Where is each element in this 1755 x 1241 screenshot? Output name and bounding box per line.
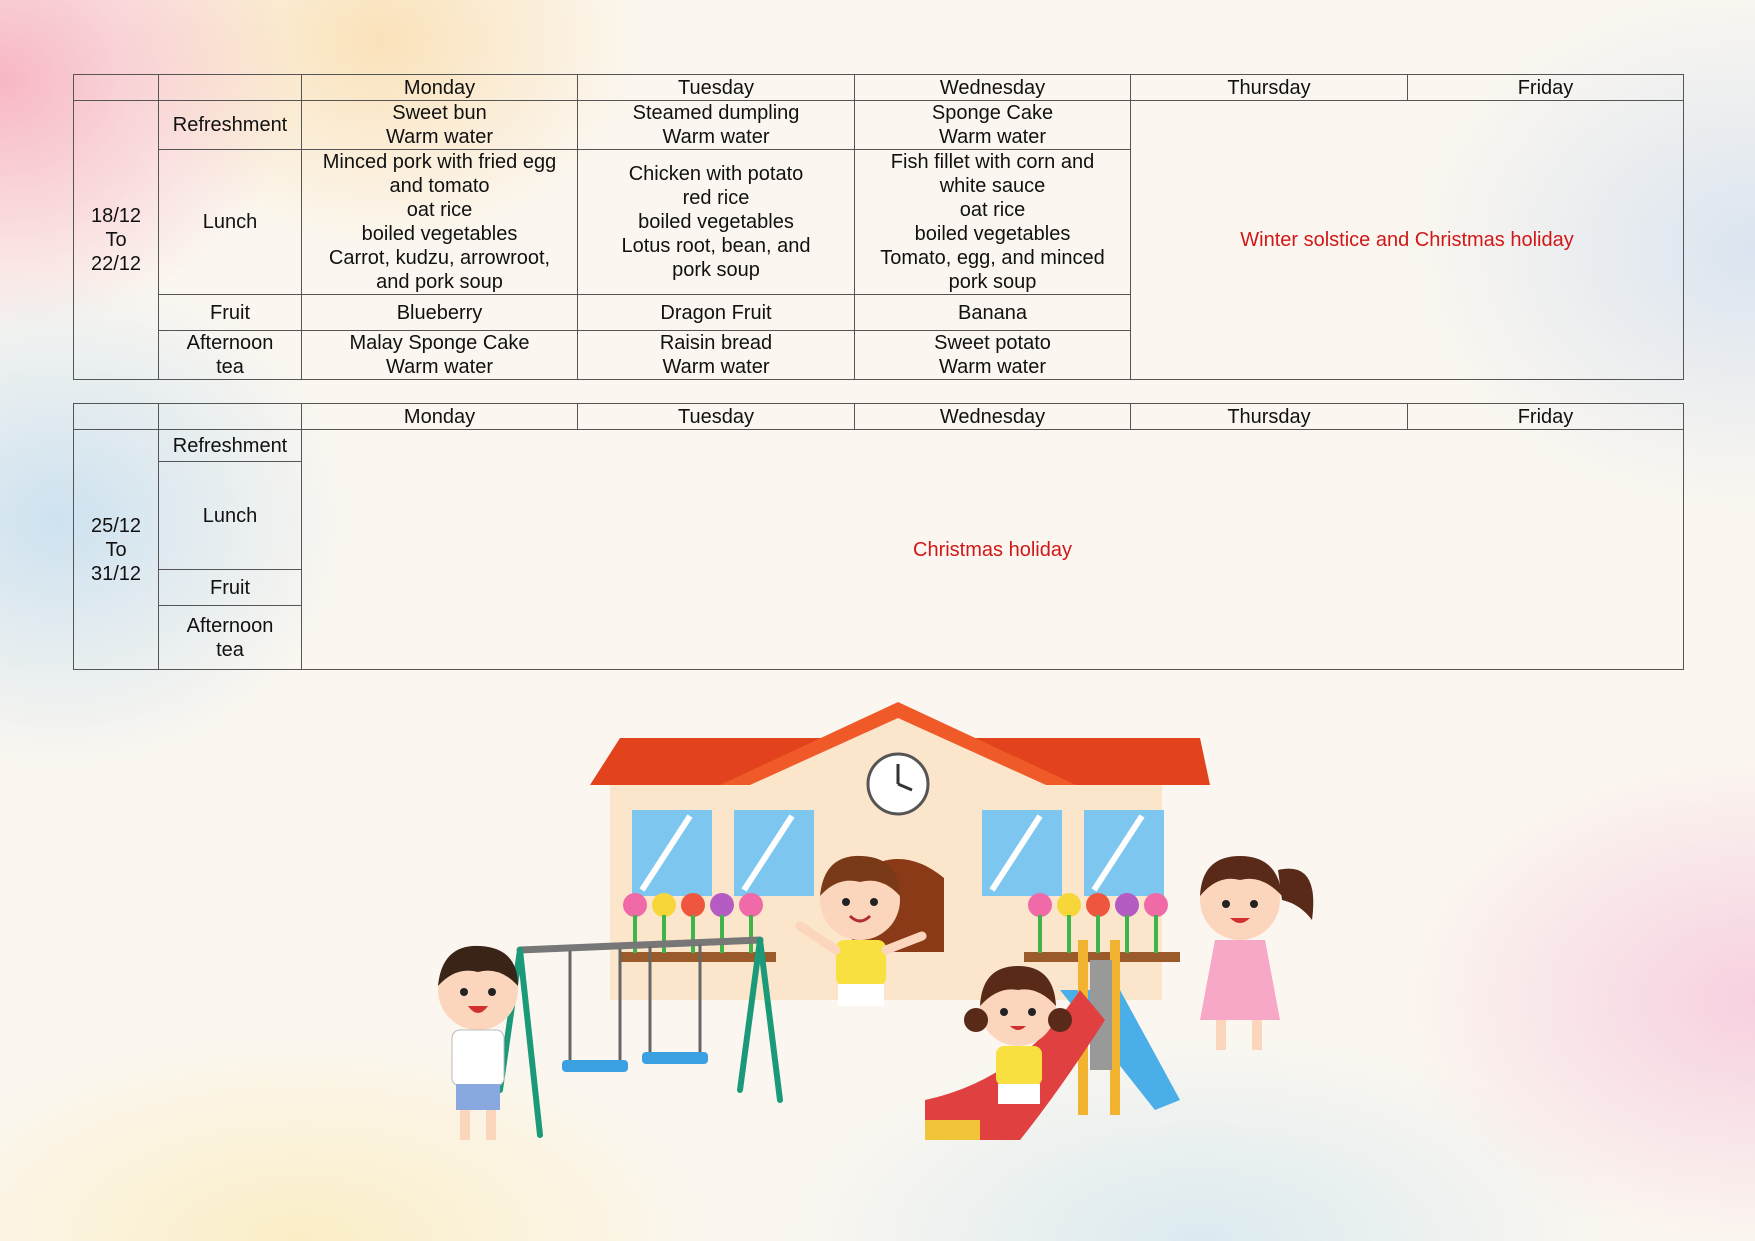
day-tuesday: Tuesday — [578, 404, 855, 430]
tuesday-refreshment: Steamed dumpling Warm water — [578, 101, 855, 150]
tuesday-lunch: Chicken with potato red rice boiled vegetables Lotus root, bean, and pork soup — [578, 150, 855, 295]
refreshment-row — [74, 430, 1684, 462]
wednesday-afternoon-tea: Sweet potato Warm water — [855, 331, 1131, 380]
meal-label-afternoon-tea: Afternoon tea — [159, 331, 302, 380]
week2-menu-table — [73, 403, 1684, 670]
meal-label-fruit: Fruit — [159, 570, 302, 606]
day-wednesday: Wednesday — [855, 404, 1131, 430]
wednesday-lunch: Fish fillet with corn and white sauce oat rice boiled vegetables Tomato, egg, and minced pork soup — [855, 150, 1131, 295]
tuesday-afternoon-tea: Raisin bread Warm water — [578, 331, 855, 380]
school-playground-illustration — [420, 690, 1400, 1150]
monday-afternoon-tea: Malay Sponge Cake Warm water — [302, 331, 578, 380]
header-row — [74, 404, 1684, 430]
day-friday: Friday — [1408, 75, 1684, 101]
wednesday-fruit: Banana — [855, 295, 1131, 331]
holiday-note-week1: Winter solstice and Christmas holiday — [1131, 101, 1684, 380]
monday-refreshment: Sweet bun Warm water — [302, 101, 578, 150]
day-monday: Monday — [302, 75, 578, 101]
day-thursday: Thursday — [1131, 75, 1408, 101]
girl-right-icon — [1200, 856, 1313, 1050]
meal-label-lunch: Lunch — [159, 150, 302, 295]
date-range: 18/12 To 22/12 — [74, 101, 159, 380]
wednesday-refreshment: Sponge Cake Warm water — [855, 101, 1131, 150]
date-range: 25/12 To 31/12 — [74, 430, 159, 670]
tuesday-fruit: Dragon Fruit — [578, 295, 855, 331]
holiday-note-week2: Christmas holiday — [302, 430, 1684, 670]
meal-label-refreshment: Refreshment — [159, 101, 302, 150]
day-thursday: Thursday — [1131, 404, 1408, 430]
meal-label-refreshment: Refreshment — [159, 430, 302, 462]
day-monday: Monday — [302, 404, 578, 430]
day-wednesday: Wednesday — [855, 75, 1131, 101]
meal-label-fruit: Fruit — [159, 295, 302, 331]
header-row — [74, 75, 1684, 101]
day-friday: Friday — [1408, 404, 1684, 430]
week1-menu-table — [73, 74, 1684, 380]
meal-label-lunch: Lunch — [159, 462, 302, 570]
day-tuesday: Tuesday — [578, 75, 855, 101]
meal-label-afternoon-tea: Afternoon tea — [159, 606, 302, 670]
monday-lunch: Minced pork with fried egg and tomato oat rice boiled vegetables Carrot, kudzu, arrowroot, and pork soup — [302, 150, 578, 295]
monday-fruit: Blueberry — [302, 295, 578, 331]
refreshment-row — [74, 101, 1684, 150]
